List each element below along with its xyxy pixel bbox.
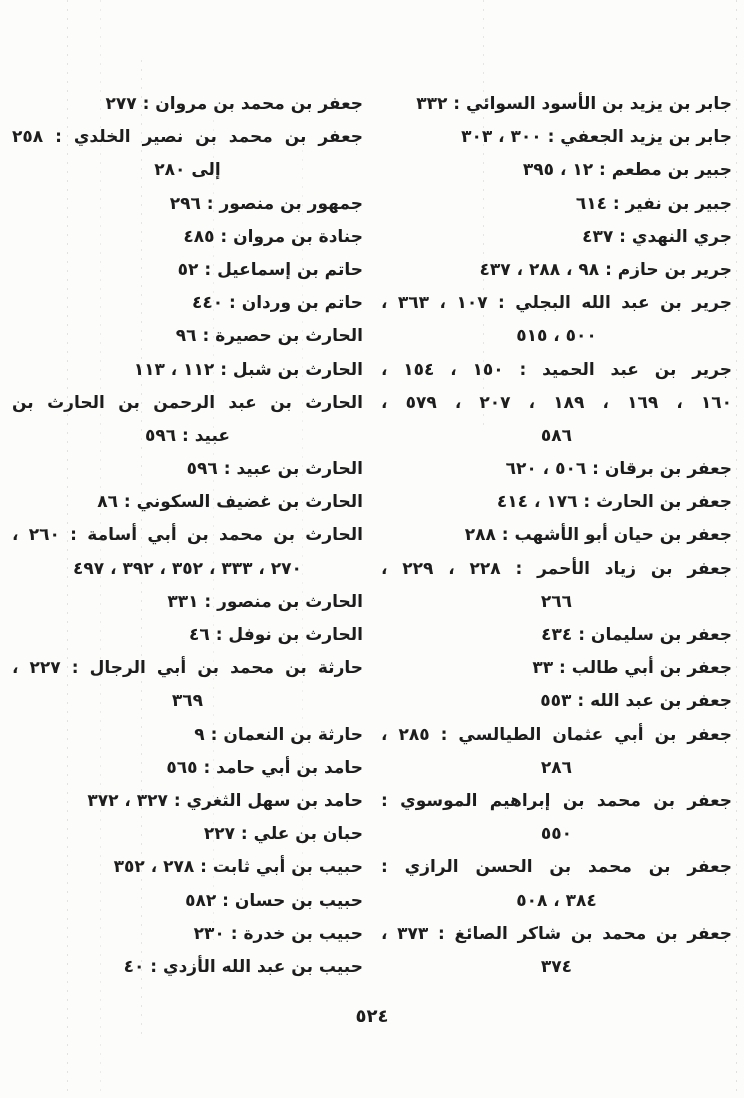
index-entry-line: جمهور بن منصور : ٢٩٦ — [169, 193, 363, 214]
scan-artifact-line — [736, 0, 737, 1098]
index-entry-line: الحارث بن نوفل : ٤٦ — [189, 625, 363, 645]
index-entry-line: ٣٧٤ — [540, 956, 573, 977]
index-entry-line: حبيب بن حسان : ٥٨٢ — [185, 890, 363, 911]
index-entry-line: جعفر بن زياد الأحمر : ٢٢٨ ، ٢٢٩ ، — [381, 558, 732, 579]
index-entry-line: جبير بن مطعم : ١٢ ، ٣٩٥ — [522, 160, 732, 181]
index-entry-line: حارثة بن النعمان : ٩ — [194, 724, 363, 745]
index-entry-line: جعفر بن أبي طالب : ٣٣ — [532, 658, 732, 679]
index-entry-line: ٣٦٩ — [171, 691, 204, 712]
index-entry-line: جعفر بن محمد بن الحسن الرازي : — [381, 857, 732, 878]
index-entry-line: جعفر بن محمد بن نصير الخلدي : ٢٥٨ — [12, 127, 363, 148]
index-entry-line: جرير بن عبد الحميد : ١٥٠ ، ١٥٤ ، — [381, 359, 732, 380]
index-entry-line: جعفر بن سليمان : ٤٣٤ — [541, 625, 732, 645]
index-entry-line: الحارث بن عبد الرحمن بن الحارث بن — [12, 392, 363, 413]
index-entry-line: جرير بن حازم : ٩٨ ، ٢٨٨ ، ٤٣٧ — [479, 259, 732, 280]
index-entry-line: جنادة بن مروان : ٤٨٥ — [183, 226, 363, 247]
index-entry-line: حامد بن أبي حامد : ٥٦٥ — [166, 757, 363, 778]
index-column-right — [381, 88, 732, 984]
index-entry-line: ١٦٠ ، ١٦٩ ، ١٨٩ ، ٢٠٧ ، ٥٧٩ ، — [381, 392, 733, 413]
index-entry-line: حبيب بن أبي ثابت : ٢٧٨ ، ٣٥٢ — [113, 857, 363, 878]
index-entry-line: الحارث بن محمد بن أبي أسامة : ٢٦٠ ، — [12, 525, 363, 546]
index-entry-line: الحارث بن منصور : ٣٣١ — [167, 591, 363, 612]
index-entry-line: الحارث بن شبل : ١١٢ ، ١١٣ — [133, 359, 363, 380]
index-entry-line: ٥٥٠ — [540, 824, 573, 845]
index-entry-line: جابر بن يزيد بن الأسود السوائي : ٣٣٢ — [416, 94, 732, 114]
index-entry-line: إلى ٢٨٠ — [154, 160, 221, 181]
index-entry-line: جعفر بن أبي عثمان الطيالسي : ٢٨٥ ، — [381, 724, 732, 745]
index-column-left — [12, 88, 363, 984]
index-entry-line: ٢٧٠ ، ٣٣٣ ، ٣٥٢ ، ٣٩٢ ، ٤٩٧ — [73, 558, 302, 579]
index-entry-line: جابر بن يزيد الجعفي : ٣٠٠ ، ٣٠٣ — [461, 127, 732, 148]
index-entry-line: جعفر بن محمد بن شاكر الصائغ : ٣٧٣ ، — [381, 923, 732, 944]
index-entry-line: الحارث بن غضيف السكوني : ٨٦ — [97, 492, 363, 513]
index-columns — [12, 88, 732, 984]
index-entry-line: جعفر بن الحارث : ١٧٦ ، ٤١٤ — [496, 492, 732, 513]
index-entry-line: جعفر بن حيان أبو الأشهب : ٢٨٨ — [464, 525, 732, 546]
index-entry-line: جعفر بن محمد بن إبراهيم الموسوي : — [381, 790, 732, 811]
index-entry-line: الحارث بن عبيد : ٥٩٦ — [186, 459, 363, 480]
index-entry-line: حامد بن سهل الثغري : ٣٢٧ ، ٣٧٢ — [87, 790, 363, 811]
index-entry-line: حبان بن علي : ٢٢٧ — [203, 824, 363, 845]
index-entry-line: ٢٨٦ — [540, 757, 573, 778]
index-entry-line: جبير بن نفير : ٦١٤ — [575, 193, 732, 214]
index-entry-line: جري النهدي : ٤٣٧ — [582, 226, 732, 247]
index-entry-line: جعفر بن برقان : ٥٠٦ ، ٦٢٠ — [505, 459, 732, 480]
index-entry-line: حبيب بن عبد الله الأزدي : ٤٠ — [123, 956, 363, 977]
index-entry-line: حارثة بن محمد بن أبي الرجال : ٢٢٧ ، — [12, 658, 363, 679]
index-entry-line: عبيد : ٥٩٦ — [144, 425, 231, 446]
index-entry-line: جعفر بن عبد الله : ٥٥٣ — [540, 691, 732, 712]
index-entry-line: حاتم بن إسماعيل : ٥٢ — [177, 259, 363, 280]
index-entry-line: ٢٦٦ — [540, 591, 573, 612]
index-entry-line: ٥٠٠ ، ٥١٥ — [516, 326, 597, 347]
index-entry-line: الحارث بن حصيرة : ٩٦ — [175, 326, 363, 347]
page-number: ٥٢٤ — [355, 1006, 389, 1027]
index-entry-line: ٥٨٦ — [540, 425, 573, 446]
index-entry-line: ٣٨٤ ، ٥٠٨ — [516, 890, 597, 911]
index-entry-line: جرير بن عبد الله البجلي : ١٠٧ ، ٣٦٣ ، — [381, 293, 732, 314]
index-entry-line: جعفر بن محمد بن مروان : ٢٧٧ — [105, 94, 363, 114]
index-entry-line: حبيب بن خدرة : ٢٣٠ — [193, 923, 363, 944]
index-entry-line: حاتم بن وردان : ٤٤٠ — [191, 293, 363, 314]
